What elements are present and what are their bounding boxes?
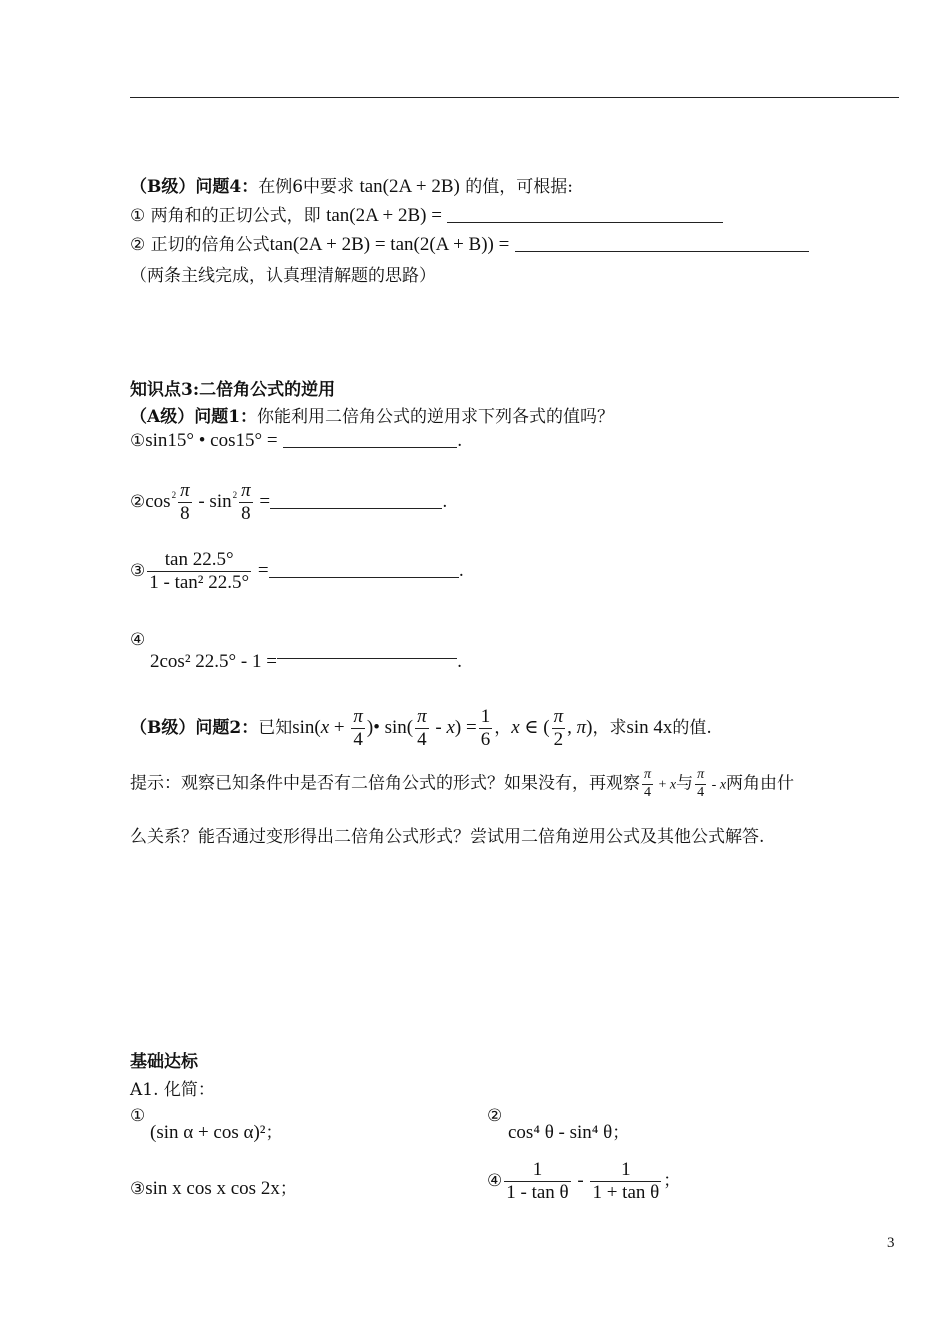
k3-title: 知识点3:二倍角公式的逆用 [130,380,336,400]
k3-f1 [130,430,462,452]
answer-blank[interactable] [277,644,457,659]
b4-line1 [130,201,723,227]
b2-text3: 的值. [672,717,712,738]
period: . [458,560,464,581]
circled-2: ② [130,491,146,512]
den-4: 4 [644,784,651,800]
b4-line2 [130,230,809,256]
k3-a1-head: （A级）问题1： [130,407,258,427]
circled-4: ④ [487,1170,503,1191]
b4-line1-expr: tan(2A + 2B) = [326,205,442,226]
den-8: 8 [241,502,251,524]
hint-text1: 提示：观察已知条件中是否有二倍角公式的形式？如果没有，再观察 [130,773,640,794]
semicolon: ； [663,1170,681,1191]
num-1: 1 [480,706,491,727]
b4-line2-label: 正切的倍角公式 [150,235,270,255]
b2-question: （B级）问题2：已知sin(x + $\frac{\pi}{4}$ )• sin( $\frac{\pi}{4}$ - x) = $\frac{1}{6}$ ，x ∈ ( $\frac{\pi}{2}$ , π)，求sin 4x的值. [130,706,712,750]
basic-title: 基础达标 [130,1052,198,1072]
formula-1: sin15° • cos15° = [145,430,278,451]
answer-blank[interactable] [447,208,723,223]
b4-line1-label: 两角和的正切公式，即 [150,206,321,226]
circled-3: ③ [130,1179,146,1199]
k3-f4 [130,630,145,650]
period: . [456,431,463,451]
header-rule [130,97,899,98]
b4-text2: 的值，可根据: [465,177,574,197]
hint-and: 与 [676,773,694,794]
k3-a1-text: 你能利用二倍角公式的逆用求下列各式的值吗？ [257,407,615,427]
hint-text3: 么关系？能否通过变形得出二倍角公式形式？尝试用二倍角逆用公式及其他公式解答. [130,827,765,847]
den-6: 6 [480,728,491,750]
b2-text2: ，求 [592,717,627,738]
circled-4: ④ [130,630,146,650]
den-4: 4 [417,728,427,750]
semicolon: ； [612,1123,630,1143]
circled-3: ③ [130,560,146,581]
k3-f2: $②\cos^2$ $\frac{\pi}{8}$ - $\sin^2$ $\frac{\pi}{8}$ = . [130,480,448,524]
b2-expr2: sin 4x [626,716,673,738]
answer-blank[interactable] [270,494,442,509]
period: . [442,491,448,512]
answer-blank[interactable] [283,433,457,448]
f3-denominator: 1 - tan² 22.5° [149,571,250,593]
pi-num: π [180,480,190,501]
b4-note: （两条主线完成，认真理清解题的思路） [130,266,436,286]
pi-num: π [697,767,705,782]
expr-3: sin x cos x cos 2x [145,1178,280,1199]
answer-blank[interactable] [515,237,809,252]
b4-text1: 在例6中要求 [258,177,355,197]
b4-line2-expr: tan(2A + 2B) = tan(2(A + B)) = [269,234,510,255]
circled-1: ① [130,431,146,451]
circled-2: ② [130,235,146,255]
basic-e4: ④ $\frac{1}{\text{1 - tan θ}}$ - $\frac{1}{\text{1 + tan θ}}$ ； [487,1159,681,1203]
period: . [456,652,463,672]
b4-head: （B级）问题4： [130,177,259,197]
num-1: 1 [621,1159,631,1180]
den-1-minus-tan: 1 - tan θ [506,1181,569,1203]
pi-num: π [553,706,564,727]
basic-e1 [150,1118,282,1144]
basic-e2-label [487,1106,502,1126]
den-4: 4 [353,728,363,750]
pi-num: π [353,706,363,727]
basic-e3 [130,1174,297,1200]
num-1: 1 [532,1159,543,1180]
semicolon: ； [279,1179,297,1199]
page-number: 3 [887,1235,895,1251]
answer-blank[interactable] [269,563,459,578]
b4-expr: tan(2A + 2B) [359,176,460,197]
expr-2: cos⁴ θ - sin⁴ θ [508,1122,613,1143]
k3-a1 [130,402,614,427]
den-4: 4 [697,784,705,800]
circled-1: ① [130,206,146,226]
b2-text1: 已知 [258,717,293,738]
k3-f4-expr [150,644,462,673]
den-1-plus-tan: 1 + tan θ [592,1181,660,1203]
den-8: 8 [180,502,190,524]
b2-hint: 提示：观察已知条件中是否有二倍角公式的形式？如果没有，再观察 $\frac{\pi}{4}$ + x与 $\frac{\pi}{4}$ - x两角由什 [130,767,795,800]
basic-a1: A1. 化简： [130,1080,215,1100]
formula-4: 2cos² 22.5° - 1 = [150,651,277,672]
b2-head: （B级）问题2： [130,717,259,738]
f3-numerator: tan 22.5° [164,549,234,570]
circled-2: ② [487,1106,503,1126]
k3-f3: ③ $\frac{\tan 22.5^\circ}{\text{1 - tan² 22.5°}}$ = . [130,549,464,593]
b4-question [130,172,573,198]
hint-text2: 两角由什 [726,773,795,794]
pi-num: π [417,706,427,727]
pi-num: π [644,767,652,782]
den-2: 2 [553,728,564,750]
pi-num: π [241,480,251,501]
basic-e2 [508,1118,629,1144]
expr-1: (sin α + cos α)² [150,1122,266,1143]
circled-1: ① [130,1106,146,1126]
basic-e1-label [130,1106,145,1126]
semicolon: ； [265,1123,283,1143]
